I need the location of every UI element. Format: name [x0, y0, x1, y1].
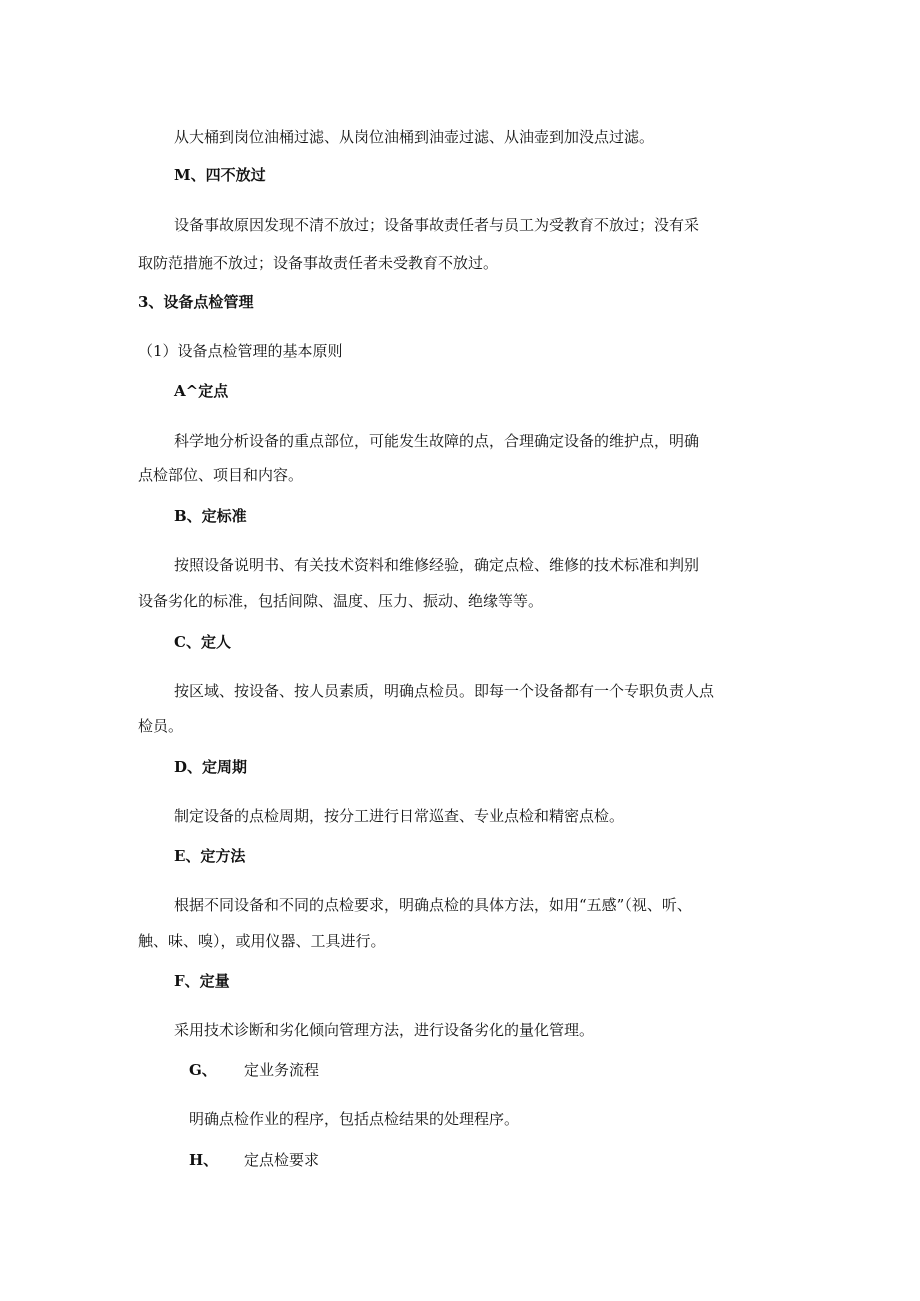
principle-a-body-line-2: 点检部位、项目和内容。 [138, 466, 304, 484]
principle-e-body-line-2: 触、味、嗅），或用仪器、工具进行。 [138, 932, 386, 950]
principle-b-body-line-1: 按照设备说明书、有关技术资料和维修经验，确定点检、维修的技术标准和判别 [174, 556, 700, 574]
principle-g-title: 定业务流程 [244, 1061, 320, 1079]
section-m-body-line-2: 取防范措施不放过；设备事故责任者未受教育不放过。 [138, 254, 499, 272]
principle-e-body-line-1: 根据不同设备和不同的点检要求，明确点检的具体方法，如用“五感”（视、听、 [174, 896, 692, 914]
principle-g-label: G、 [189, 1061, 217, 1079]
principle-d-heading: D、定周期 [174, 758, 248, 776]
principle-c-body-line-1: 按区域、按设备、按人员素质，明确点检员。即每一个设备都有一个专职负责人点 [174, 682, 715, 700]
section-m-body-line-1: 设备事故原因发现不清不放过；设备事故责任者与员工为受教育不放过；没有采 [174, 216, 700, 234]
principle-a-body-line-1: 科学地分析设备的重点部位，可能发生故障的点，合理确定设备的维护点，明确 [174, 432, 700, 450]
filter-paragraph: 从大桶到岗位油桶过滤、从岗位油桶到油壶过滤、从油壶到加没点过滤。 [174, 128, 655, 146]
principle-b-body-line-2: 设备劣化的标准，包括间隙、温度、压力、振动、绝缘等等。 [138, 592, 544, 610]
principle-h-label: H、 [189, 1151, 219, 1169]
principle-b-heading: B、定标准 [174, 507, 247, 525]
subsection-1-heading: （1）设备点检管理的基本原则 [138, 342, 343, 360]
principle-f-body-line-1: 采用技术诊断和劣化倾向管理方法，进行设备劣化的量化管理。 [174, 1021, 595, 1039]
principle-g-body-line-1: 明确点检作业的程序，包括点检结果的处理程序。 [189, 1110, 520, 1128]
section-m-heading: M、四不放过 [174, 166, 266, 184]
principle-a-heading: A^定点 [174, 382, 229, 400]
principle-f-heading: F、定量 [174, 972, 230, 990]
principle-d-body-line-1: 制定设备的点检周期，按分工进行日常巡查、专业点检和精密点检。 [174, 807, 625, 825]
principle-e-heading: E、定方法 [174, 847, 246, 865]
principle-c-body-line-2: 检员。 [138, 717, 184, 735]
principle-c-heading: C、定人 [174, 633, 231, 651]
principle-h-title: 定点检要求 [244, 1151, 320, 1169]
section-3-heading: 3、设备点检管理 [138, 293, 254, 311]
